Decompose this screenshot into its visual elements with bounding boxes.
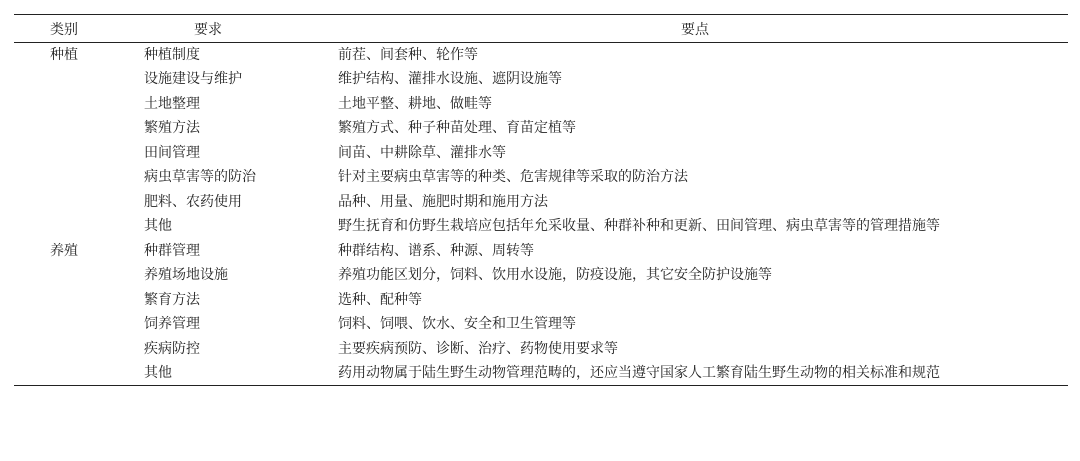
cell-category xyxy=(14,312,140,337)
cell-points: 野生抚育和仿野生栽培应包括年允采收量、种群补种和更新、田间管理、病虫草害等的管理措施等 xyxy=(338,218,940,235)
cell-points: 前茬、间套种、轮作等 xyxy=(338,47,478,63)
cell-category: 养殖 xyxy=(50,242,78,259)
cell-points: 主要疾病预防、诊断、治疗、药物使用要求等 xyxy=(338,340,618,357)
table-row xyxy=(14,337,1068,362)
cell-points: 种群结构、谱系、种源、周转等 xyxy=(338,242,534,259)
table-row xyxy=(14,214,1068,239)
cell-points: 间苗、中耕除草、灌排水等 xyxy=(338,144,506,161)
cell-category xyxy=(14,263,140,288)
cell-requirement: 种植制度 xyxy=(144,47,200,63)
cell-requirement: 疾病防控 xyxy=(144,340,200,357)
table-row xyxy=(14,190,1068,215)
cell-category xyxy=(14,141,140,166)
cell-points: 土地平整、耕地、做畦等 xyxy=(338,95,492,112)
header-requirement: 要求 xyxy=(140,15,322,43)
cell-points: 选种、配种等 xyxy=(338,291,422,308)
table-row xyxy=(14,43,1068,68)
table-row xyxy=(14,165,1068,190)
table-header-row xyxy=(14,15,1068,43)
cell-requirement: 病虫草害等的防治 xyxy=(144,169,256,186)
cell-points: 维护结构、灌排水设施、遮阴设施等 xyxy=(338,71,562,88)
table-row xyxy=(14,312,1068,337)
cell-category xyxy=(14,165,140,190)
cell-requirement: 饲养管理 xyxy=(144,316,200,333)
cell-requirement: 繁殖方法 xyxy=(144,120,200,137)
table-row xyxy=(14,92,1068,117)
cell-points: 繁殖方式、种子种苗处理、育苗定植等 xyxy=(338,120,576,137)
cell-category xyxy=(14,92,140,117)
table-row xyxy=(14,116,1068,141)
cell-category xyxy=(14,288,140,313)
cell-requirement: 其他 xyxy=(144,218,172,235)
cell-requirement: 种群管理 xyxy=(144,242,200,259)
cell-category xyxy=(14,337,140,362)
table-row xyxy=(14,263,1068,288)
cell-requirement: 土地整理 xyxy=(144,95,200,112)
cell-category xyxy=(14,116,140,141)
table-row xyxy=(14,239,1068,264)
cell-requirement: 养殖场地设施 xyxy=(144,267,228,284)
cell-points: 药用动物属于陆生野生动物管理范畴的，还应当遵守国家人工繁育陆生野生动物的相关标准和规范 xyxy=(322,361,1068,386)
cell-category: 种植 xyxy=(50,47,78,63)
requirements-table-container xyxy=(14,14,1068,386)
cell-category xyxy=(14,361,140,386)
table-body xyxy=(14,43,1068,386)
table-row xyxy=(14,288,1068,313)
header-points: 要点 xyxy=(322,15,1068,43)
requirements-table xyxy=(14,14,1068,386)
cell-points: 饲料、饲喂、饮水、安全和卫生管理等 xyxy=(338,316,576,333)
table-row xyxy=(14,141,1068,166)
cell-category xyxy=(14,67,140,92)
cell-category xyxy=(14,214,140,239)
cell-requirement: 肥料、农药使用 xyxy=(144,193,242,210)
header-category: 类别 xyxy=(14,15,140,43)
cell-requirement: 繁育方法 xyxy=(144,291,200,308)
cell-points: 针对主要病虫草害等的种类、危害规律等采取的防治方法 xyxy=(338,169,688,186)
table-row xyxy=(14,67,1068,92)
cell-requirement: 设施建设与维护 xyxy=(144,71,242,88)
table-row xyxy=(14,361,1068,386)
cell-category xyxy=(14,190,140,215)
cell-requirement: 其他 xyxy=(140,361,322,386)
cell-requirement: 田间管理 xyxy=(144,144,200,161)
cell-points: 品种、用量、施肥时期和施用方法 xyxy=(338,193,548,210)
cell-points: 养殖功能区划分，饲料、饮用水设施，防疫设施，其它安全防护设施等 xyxy=(338,267,772,284)
